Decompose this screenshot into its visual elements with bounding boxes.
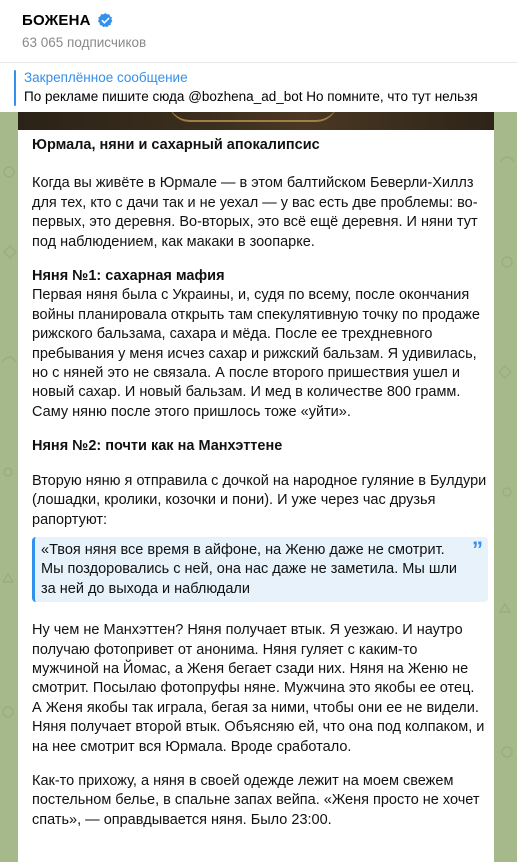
pinned-title: Закреплённое сообщение: [24, 70, 188, 85]
verified-badge-icon: [97, 12, 114, 29]
section1-heading: Няня №1: сахарная мафия: [32, 268, 225, 285]
spacer: [32, 757, 488, 772]
channel-name: БОЖЕНА: [22, 12, 91, 29]
blockquote: [32, 537, 488, 602]
subscriber-count: 63 065 подписчиков: [22, 35, 147, 50]
section2-heading: Няня №2: почти как на Манхэттене: [32, 438, 283, 455]
spacer: [32, 155, 488, 174]
quote-icon: ”: [472, 536, 483, 562]
post-intro: Когда вы живёте в Юрмале — в этом балтийском Беверли-Хиллз для тех, кто с дачи так и не уехал — у вас есть две проблемы: во-первых, это деревня. Во-вторых, это всё ещё деревня. И няни тут под наблюдением, как макаки в зоопарке.: [32, 175, 478, 250]
pinned-text: По рекламе пишите сюда @bozhena_ad_bot Но помните, что тут нельзя: [24, 89, 478, 104]
chat-area[interactable]: [0, 112, 517, 862]
section3-text: Как-то прихожу, а няня в своей одежде лежит на моем свежем постельном белье, в спальне запах вейпа. «Женя просто не хочет спать», — оправдывается няня. Было 23:00.: [32, 772, 480, 828]
channel-title-row: [22, 12, 517, 29]
post-title: Юрмала, няни и сахарный апокалипсис: [32, 137, 320, 153]
section1-text: Первая няня была с Украины, и, судя по всему, после окончания войны планировала открыть там спекулятивную точку по продаже рижского бальзама, сахара и мёда. После ее трехдневного пребывания у меня исчез сахар и рижский бальзам. Я удивилась, но с няней это не связала. А после второго пришествия ушел и новый сахар. И новый бальзам. И мед в количестве 800 грамм. Саму няню после этого пришлось тоже «уйти».: [32, 287, 480, 420]
spacer: [32, 602, 488, 621]
pinned-message-bar[interactable]: [0, 62, 517, 112]
post-image[interactable]: [18, 112, 494, 130]
post-text: [32, 136, 488, 830]
spacer: [32, 422, 488, 437]
pinned-indicator: [14, 70, 16, 106]
channel-header[interactable]: [0, 0, 517, 62]
post-image-detail: [168, 112, 338, 122]
spacer: [32, 457, 488, 472]
channel-post[interactable]: [18, 112, 494, 862]
section2-text: Вторую няню я отправила с дочкой на народное гуляние в Булдури (лошадки, кролики, козочки и пони). И уже через час друзья рапортуют:: [32, 472, 487, 528]
quote-text: «Твоя няня все время в айфоне, на Женю даже не смотрит. Мы поздоровались с ней, она нас даже не заметила. Мы шли за ней до выхода и наблюдали: [41, 541, 458, 597]
section2-continued: Ну чем не Манхэттен? Няня получает втык. Я уезжаю. И наутро получаю фотопривет от анонима. Няня гуляет с каким-то мужчиной на Йомас, а Женя бегает сзади них. Няня на Женю не смотрит. Посылаю фотопруфы няне. Мужчина это якобы ее отец. А Женя якобы так играла, бегая за ними, чтобы они ее не видели. Няня получает второй втык. Объясняю ей, что она под колпаком, и на нее смотрит вся Юрмала. Вроде сработало.: [32, 622, 485, 755]
spacer: [32, 252, 488, 267]
